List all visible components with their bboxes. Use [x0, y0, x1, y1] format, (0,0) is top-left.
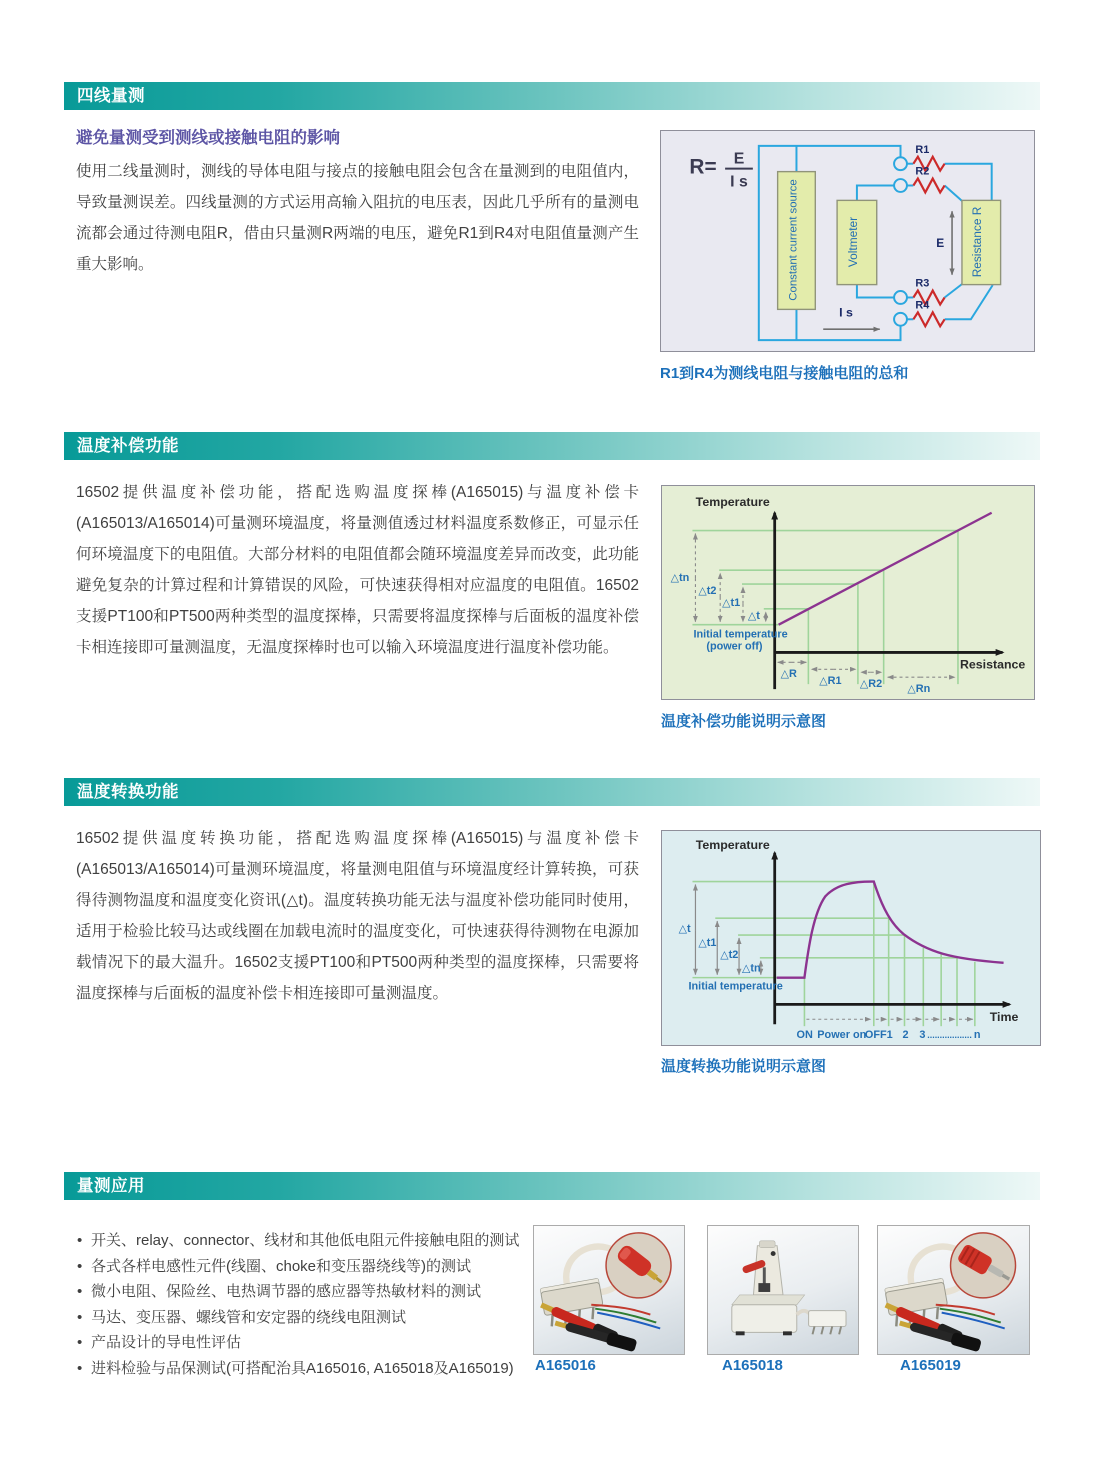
base-foot [736, 1331, 745, 1335]
temp-conv-chart [661, 830, 1041, 1046]
four-wire-body-text: 使用二线量测时，测线的导体电阻与接点的接触电阻会包含在量测到的电阻值内，导致量测误差。四线量测的方式运用高输入阻抗的电压表，因此几乎所有的量测电流都会通过待测电阻R，借由只量测R两端的电压，避免R1到R4对电阻值量测产生重大影响。 [76, 163, 639, 273]
timeline-labels [797, 1029, 981, 1041]
x-axis-label: Time [989, 1010, 1019, 1025]
tn-label: n [973, 1029, 981, 1042]
y-axis-label: Temperature [695, 494, 770, 509]
resistance-temperature-line [779, 513, 992, 625]
product-photo-a165019 [877, 1225, 1030, 1355]
node-circles [894, 157, 907, 325]
initial-temperature-label: Initial temperature [688, 980, 783, 993]
y-axis-label: Temperature [695, 837, 770, 852]
dots-label: .................. [927, 1030, 972, 1041]
dr2-label: △R2 [859, 678, 883, 691]
formula-r: R= [689, 155, 717, 179]
r2-label: R2 [915, 165, 930, 178]
fixture-clamp [758, 1283, 770, 1292]
product-photo-a165018 [707, 1225, 859, 1355]
dt2-label: △t2 [698, 584, 717, 597]
fixture-cap [759, 1241, 775, 1248]
temp-conv-chart-svg [662, 831, 1040, 1045]
dt1-label: △t1 [698, 936, 717, 949]
connector-pins [813, 1326, 842, 1334]
product-label-a165016: A165016 [535, 1357, 596, 1374]
connector-block [809, 1311, 846, 1327]
base-top [732, 1295, 805, 1305]
delta-t-labels [679, 923, 761, 975]
r1-label: R1 [915, 143, 930, 156]
temp-conv-caption: 温度转换功能说明示意图 [661, 1058, 827, 1075]
temp-comp-caption: 温度补偿功能说明示意图 [661, 713, 827, 730]
list-item: • 微小电阻、保险丝、电热调节器的感应器等热敏材料的测试 [76, 1279, 556, 1305]
section-header-temp-comp-label: 温度补偿功能 [77, 437, 179, 455]
test-lead-illustration [534, 1226, 684, 1354]
product-label-a165019: A165019 [900, 1357, 961, 1374]
e-label: E [936, 235, 945, 250]
four-wire-subheading: 避免量测受到测线或接触电阻的影响 [76, 129, 340, 147]
t3-label: 3 [919, 1029, 926, 1042]
section-header-four-wire [64, 82, 1040, 110]
r4-label: R4 [915, 299, 930, 312]
test-lead-illustration [878, 1226, 1029, 1354]
fixture-knob [771, 1251, 776, 1256]
cable [797, 1311, 810, 1315]
temp-comp-body-text: 16502提供温度补偿功能，搭配选购温度探棒(A165015)与温度补偿卡(A165013/A165014)可量测环境温度，将量测值透过材料温度系数修正，可显示任何环境温度下的电阻值。大部分材料的电阻值都会随环境温度差异而改变，此功能避免复杂的计算过程和计算错误的风险，可快速获得相对应温度的电阻值。16502支援PT100和PT500两种类型的温度探棒，只需要将温度探棒与后面板的温度补偿卡相连接即可量测温度，无温度探棒时也可以输入环境温度进行温度补偿功能。 [76, 484, 639, 656]
section-header-four-wire-label: 四线量测 [77, 87, 145, 105]
t2-label: 2 [902, 1029, 909, 1042]
temp-conv-body-text: 16502提供温度转换功能，搭配选购温度探棒(A165015)与温度补偿卡(A165013/A165014)可量测环境温度，将量测电阻值与环境温度经计算转换，可获得待测物温度和温度变化资讯(△t)。温度转换功能无法与温度补偿功能同时使用，适用于检验比较马达或线圈在加载电流时的温度变化，可快速获得待测物在电源加载情况下的最大温升。16502支援PT100和PT500两种类型的温度探棒，只需要将温度探棒与后面板的温度补偿卡相连接即可量测温度。 [76, 830, 639, 1002]
list-item: • 产品设计的导电性评估 [76, 1330, 556, 1356]
section-header-temp-comp [64, 432, 1040, 460]
list-item: • 进料检验与品保测试(可搭配治具A165016, A165018及A165019) [76, 1356, 556, 1382]
is-label: I s [839, 305, 853, 320]
product-label-a165018: A165018 [722, 1357, 783, 1374]
temperature-time-curve [777, 882, 1004, 978]
delta-r-arrows [778, 662, 955, 677]
list-item: • 各式各样电感性元件(线圈、choke和变压器绕线等)的测试 [76, 1254, 556, 1280]
dt-label: △t [678, 923, 691, 936]
component-boxes [778, 172, 1001, 310]
base-foot [783, 1331, 792, 1335]
dr1-label: △R1 [819, 675, 842, 688]
applications-list [76, 1228, 556, 1381]
dt-label: △t [747, 609, 760, 622]
section-header-applications-label: 量测应用 [77, 1177, 145, 1195]
section-header-temp-conv [64, 778, 1040, 806]
green-wire [940, 1309, 1001, 1323]
t1-label: 1 [886, 1029, 893, 1042]
circuit-caption: R1到R4为测线电阻与接触电阻的总和 [660, 365, 909, 382]
resistance-r-label: Resistance R [969, 206, 984, 278]
temp-comp-chart-svg [662, 486, 1034, 699]
delta-t-labels [671, 572, 761, 622]
formula-denominator: I s [730, 173, 748, 191]
drn-label: △Rn [907, 683, 931, 696]
resistor-labels [915, 144, 929, 312]
power-off-label: (power off) [706, 640, 763, 653]
four-wire-circuit-diagram [660, 130, 1035, 352]
delta-t-arrows [695, 885, 760, 975]
section-header-applications [64, 1172, 1040, 1200]
temp-comp-chart [661, 485, 1035, 700]
r3-label: R3 [915, 277, 930, 290]
dt1-label: △t1 [722, 596, 741, 609]
off-label: OFF [864, 1029, 887, 1042]
dtn-label: △tn [742, 962, 761, 975]
dt2-label: △t2 [720, 948, 739, 961]
constant-current-source-label: Constant current source [787, 179, 800, 301]
green-wire [595, 1309, 656, 1323]
power-on-label: Power on [817, 1029, 867, 1042]
dtn-label: △tn [670, 572, 690, 585]
initial-temperature-label: Initial temperature [693, 628, 788, 641]
voltmeter-label: Voltmeter [845, 216, 860, 268]
on-label: ON [796, 1029, 813, 1042]
x-axis-label: Resistance [959, 657, 1026, 672]
list-item: • 开关、relay、connector、线材和其他低电阻元件接触电阻的测试 [76, 1228, 556, 1254]
formula-numerator: E [733, 150, 745, 168]
base-box [732, 1305, 797, 1333]
product-photo-a165016 [533, 1225, 685, 1355]
fixture-illustration [708, 1226, 858, 1354]
delta-r-labels [781, 668, 931, 695]
circuit-diagram-svg [661, 131, 1034, 351]
list-item: • 马达、变压器、螺线管和安定器的绕线电阻测试 [76, 1305, 556, 1331]
formula [689, 151, 752, 191]
dr-label: △R [780, 668, 797, 681]
section-header-temp-conv-label: 温度转换功能 [77, 783, 179, 801]
